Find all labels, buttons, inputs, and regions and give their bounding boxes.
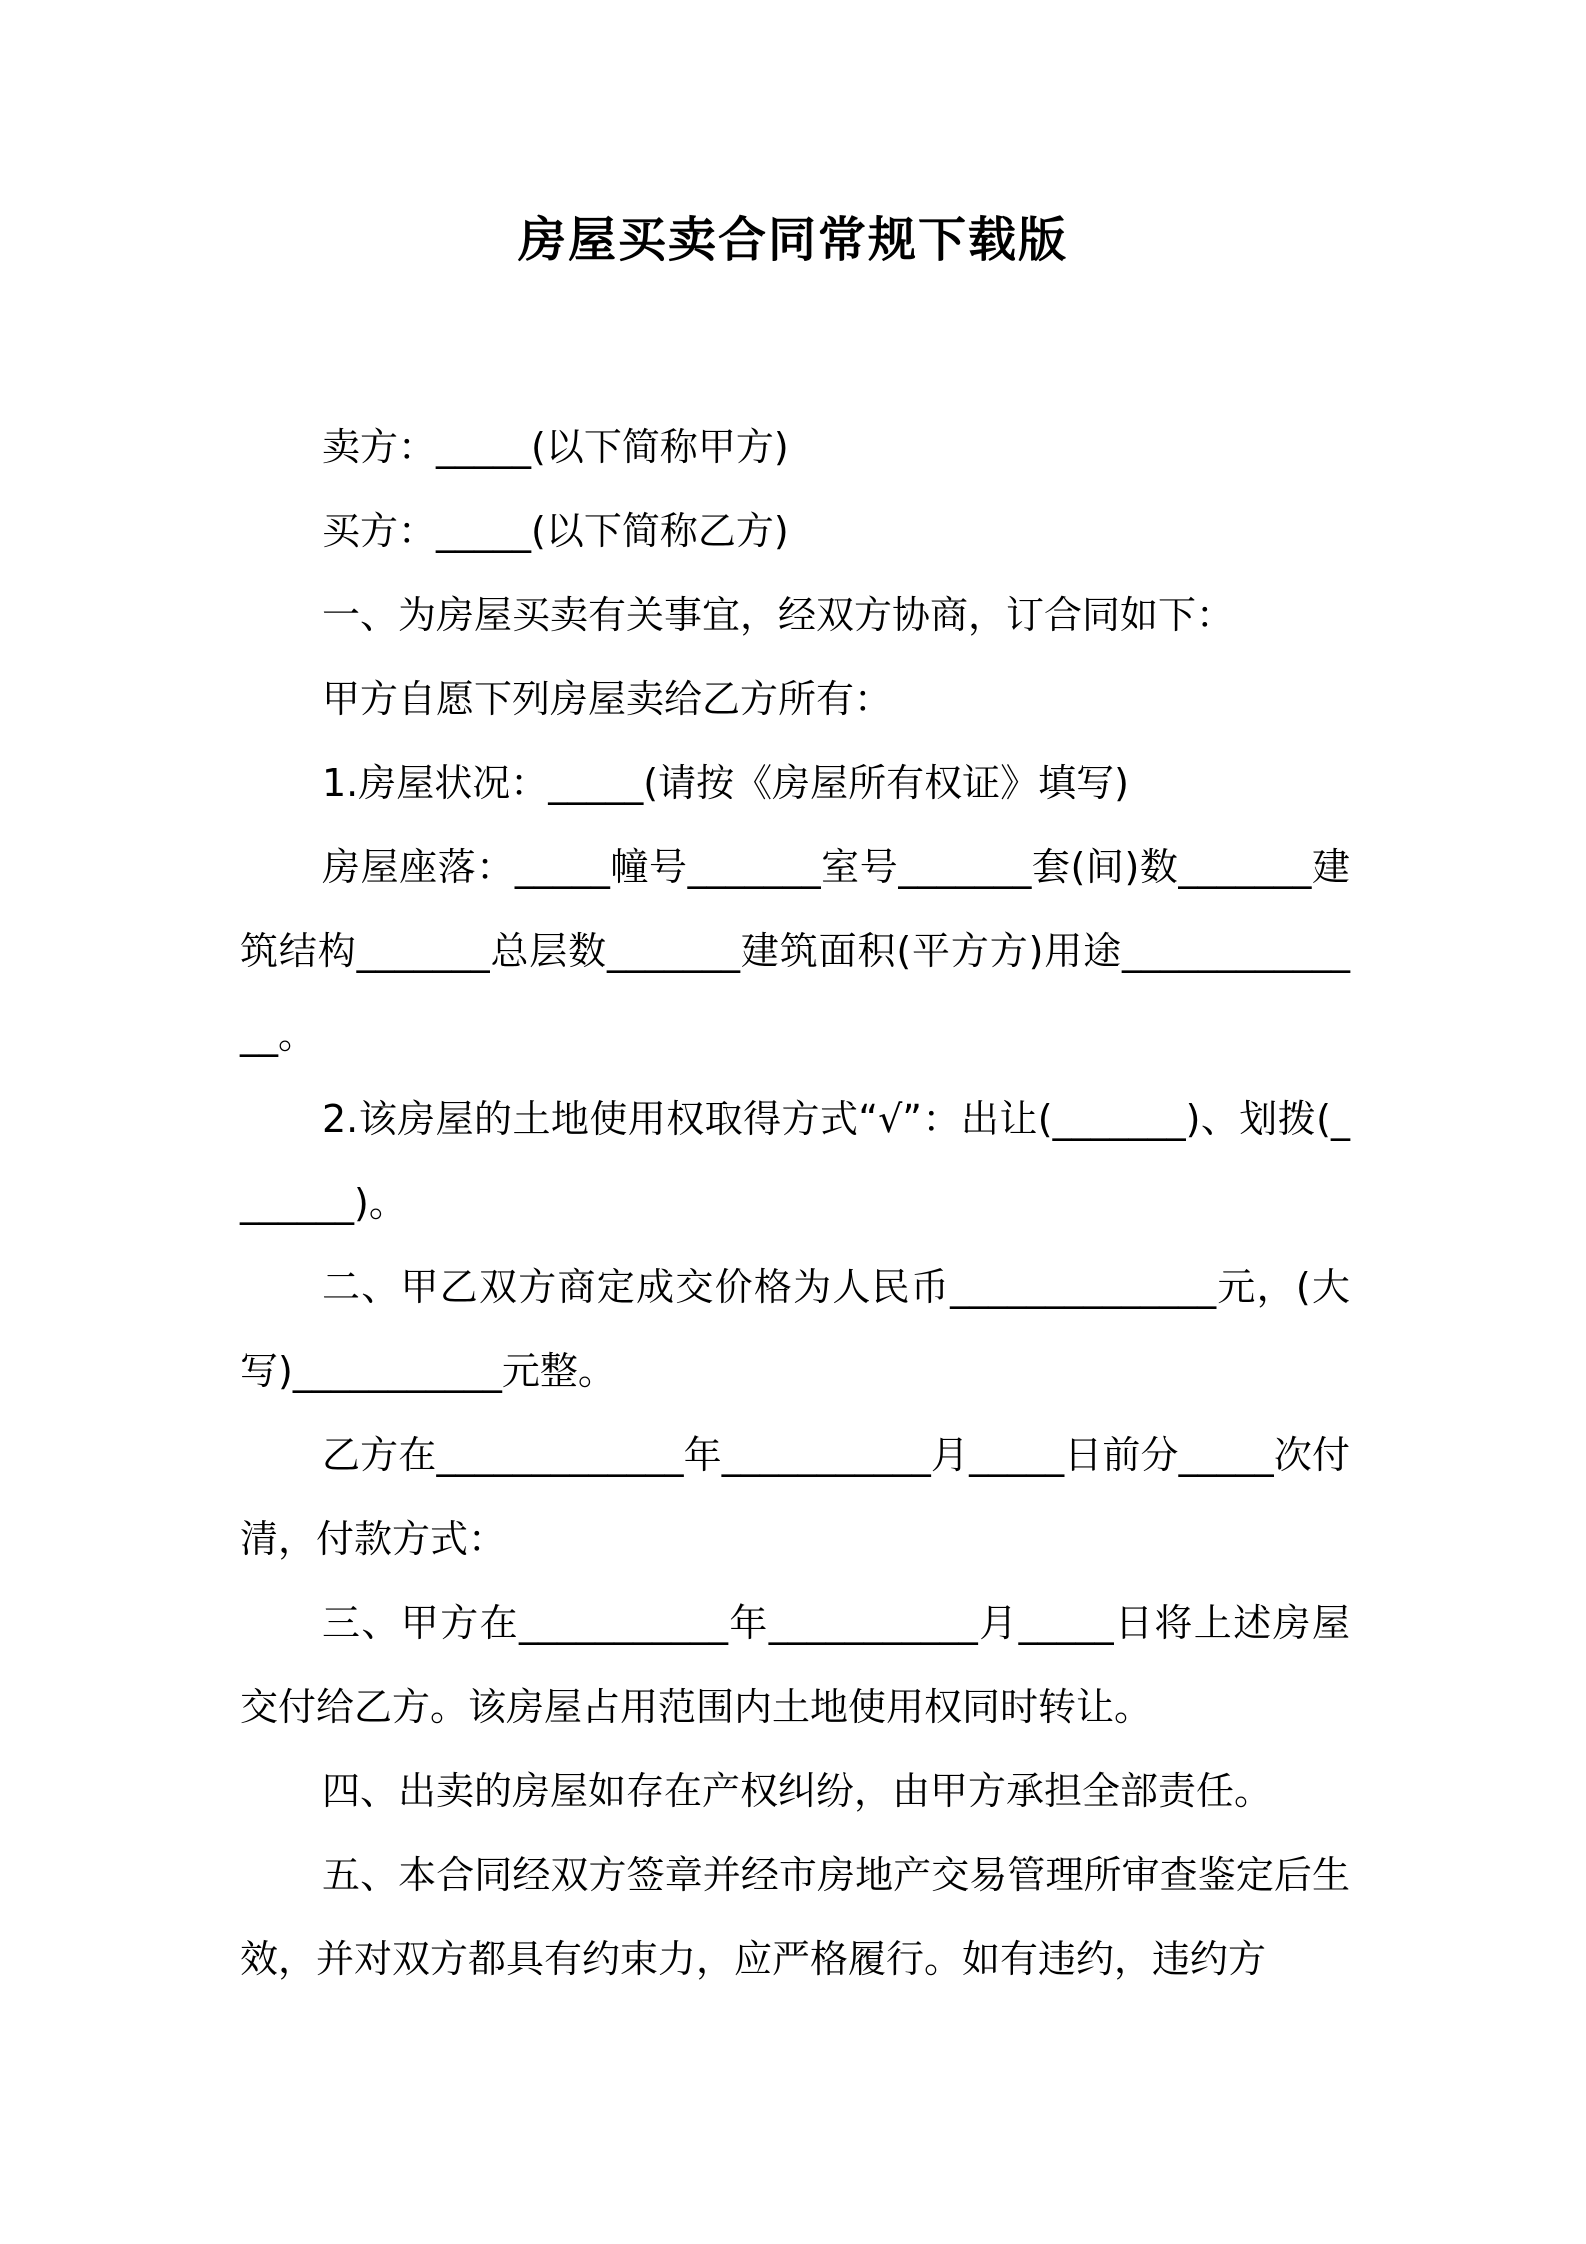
land-use-right: 2.该房屋的土地使用权取得方式“√”：出让(_______)、划拨(_______)。: [240, 1097, 1350, 1225]
property-location: 房屋座落：_____幢号_______室号_______套(间)数_______建筑结构_______总层数_______建筑面积(平方方)用途______________。: [240, 845, 1350, 1057]
clause-2-price: 二、甲乙双方商定成交价格为人民币______________元，(大写)___________元整。: [240, 1265, 1350, 1393]
clause-1-statement: 甲方自愿下列房屋卖给乙方所有：: [322, 677, 893, 721]
seller-line: 卖方：_____(以下简称甲方): [322, 425, 789, 469]
payment-terms: 乙方在_____________年___________月_____日前分_____次付清，付款方式：: [240, 1433, 1350, 1561]
buyer-line: 买方：_____(以下简称乙方): [322, 509, 789, 553]
clause-3-delivery: 三、甲方在___________年___________月_____日将上述房屋交付给乙方。该房屋占用范围内土地使用权同时转让。: [240, 1601, 1350, 1729]
clause-4-dispute: 四、出卖的房屋如存在产权纠纷，由甲方承担全部责任。: [322, 1769, 1273, 1813]
property-status: 1.房屋状况：_____(请按《房屋所有权证》填写): [322, 761, 1129, 805]
clause-1-intro: 一、为房屋买卖有关事宜，经双方协商，订合同如下：: [322, 593, 1235, 637]
document-title: 房屋买卖合同常规下载版: [517, 212, 1068, 268]
document-body: [240, 405, 1350, 2001]
clause-5-effect: 五、本合同经双方签章并经市房地产交易管理所审查鉴定后生效，并对双方都具有约束力，应严格履行。如有违约，违约方: [240, 1853, 1350, 1981]
